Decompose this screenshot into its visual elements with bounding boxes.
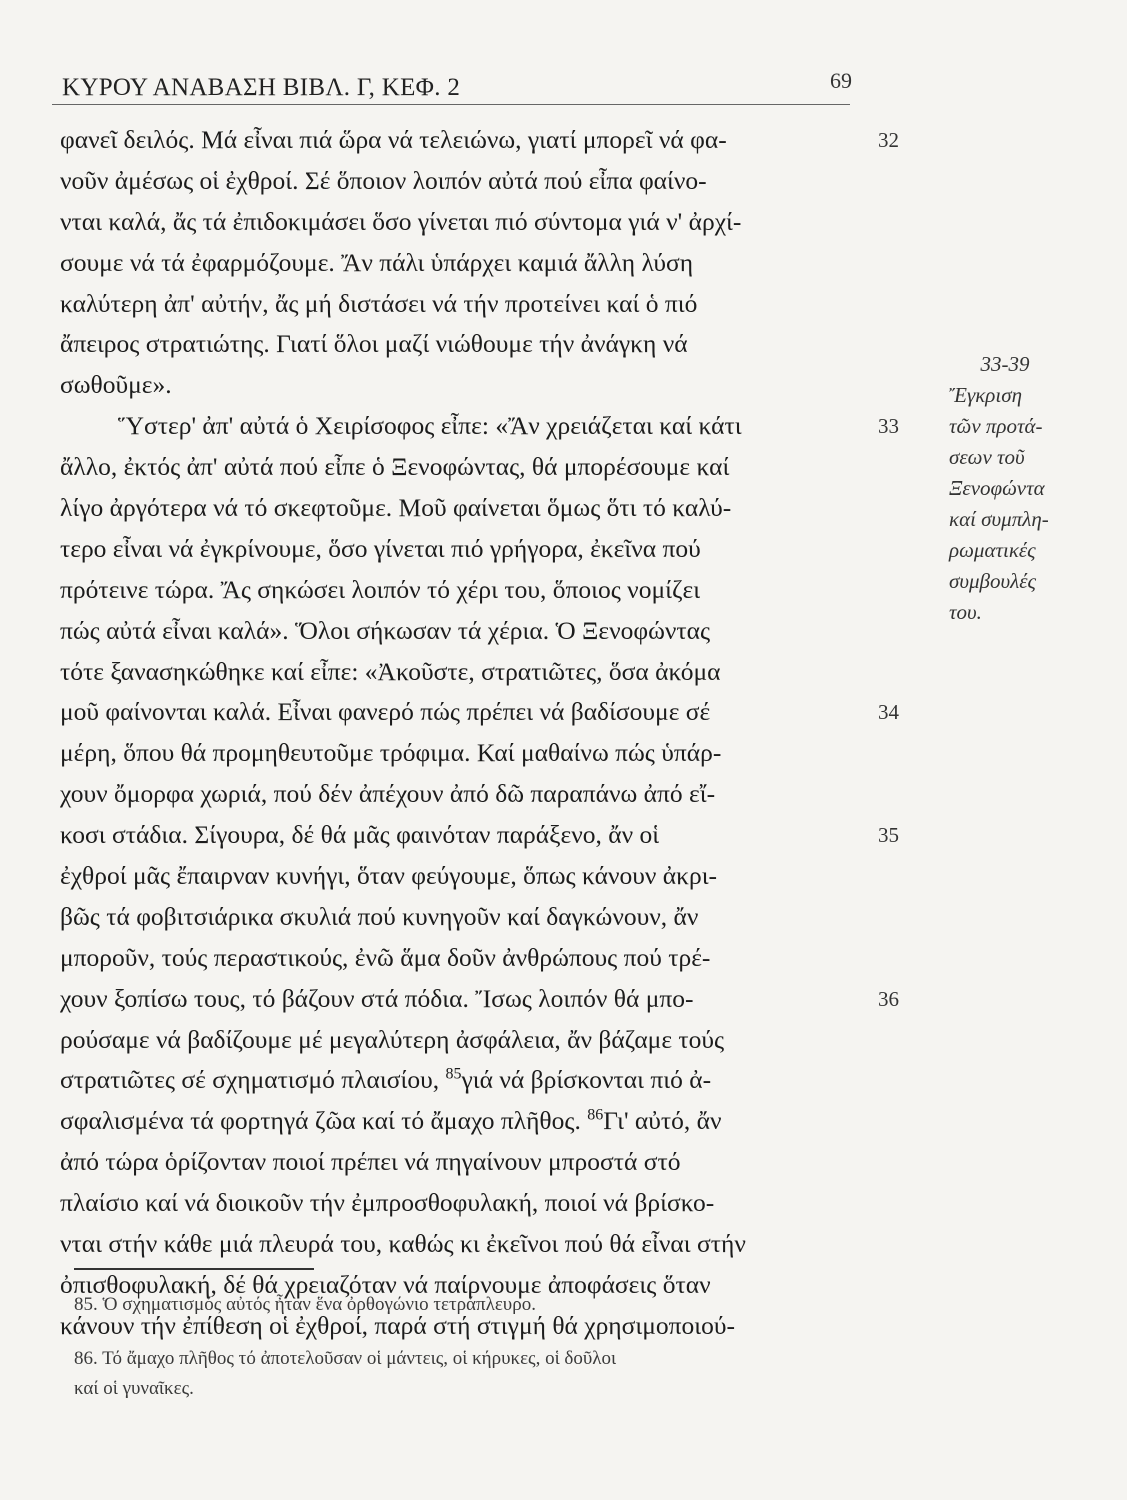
- text-line: [60, 447, 880, 488]
- text-line: [60, 1020, 880, 1061]
- text-line-content: [60, 529, 701, 570]
- text-line: [60, 243, 880, 284]
- text-run: ρούσαμε νά βαδίζουμε μέ μεγαλύτερη ἀσφάλεια, ἄν βάζαμε τούς: [60, 1024, 725, 1054]
- footnote-reference[interactable]: 86: [587, 1106, 604, 1124]
- text-run: χουν ξοπίσω τους, τό βάζουν στά πόδια. Ἴσως λοιπόν θά μπο-: [60, 983, 694, 1013]
- text-line-content: [60, 243, 693, 284]
- text-line: [60, 570, 880, 611]
- text-line-content: [60, 692, 710, 733]
- text-line-content: [60, 1183, 714, 1224]
- text-line-content: [60, 1142, 680, 1183]
- text-line: [60, 856, 880, 897]
- text-line: [60, 652, 880, 693]
- text-run: λίγο ἀργότερα νά τό σκεφτοῦμε. Μοῦ φαίνεται ὅμως ὅτι τό καλύ-: [60, 493, 732, 523]
- text-line-content: [60, 897, 698, 938]
- text-line-content: [60, 815, 659, 856]
- text-line-content: [60, 406, 742, 447]
- text-run: στρατιῶτες σέ σχηματισμό πλαισίου,: [60, 1065, 440, 1095]
- footnote-gap: [74, 1320, 934, 1344]
- text-run: ἄλλο, ἐκτός ἀπ' αὐτά πού εἶπε ὁ Ξενοφώντας, θά μπορέσουμε καί: [60, 452, 730, 482]
- section-number: 36: [878, 986, 899, 1011]
- text-line: [60, 284, 880, 325]
- running-title: ΚΥΡΟΥ ΑΝΑΒΑΣΗ ΒΙΒΛ. Γ, ΚΕΦ. 2: [62, 74, 461, 101]
- text-run: κάνουν τήν ἐπίθεση οἱ ἐχθροί, παρά στή στιγμή θά χρησιμοποιού-: [60, 1310, 736, 1340]
- text-line-content: [60, 774, 715, 815]
- text-line: [60, 529, 880, 570]
- header-rule: [52, 104, 850, 105]
- margin-note-line: ρωματικές: [949, 538, 1036, 562]
- text-line: [60, 488, 880, 529]
- margin-note-line: σεων τοῦ: [949, 445, 1025, 469]
- text-line-content: [60, 733, 721, 774]
- section-number: 35: [878, 823, 899, 848]
- section-number: 34: [878, 700, 899, 725]
- text-run: ἄπειρος στρατιώτης. Γιατί ὅλοι μαζί νιώθουμε τήν ἀνάγκη νά: [60, 329, 688, 359]
- text-line: [60, 692, 899, 733]
- text-line: [60, 1183, 880, 1224]
- text-run: Γι' αὐτό, ἄν: [603, 1106, 722, 1136]
- text-line: [60, 1060, 880, 1101]
- text-run: ἐχθροί μᾶς ἔπαιρναν κυνήγι, ὅταν φεύγουμε, ὅπως κάνουν ἀκρι-: [60, 861, 718, 891]
- margin-note-line: του.: [949, 600, 982, 624]
- margin-note-range: 33-39: [980, 352, 1030, 376]
- text-run: σουμε νά τά ἐφαρμόζουμε. Ἄν πάλι ὑπάρχει καμιά ἄλλη λύση: [60, 247, 694, 277]
- text-line: [60, 938, 880, 979]
- text-run: νται καλά, ἄς τά ἐπιδοκιμάσει ὅσο γίνεται πιό σύντομα γιά ν' ἀρχί-: [60, 206, 742, 236]
- footnote-line: 85. Ὁ σχηματισμός αὐτός ἦταν ἕνα ὀρθογώνιο τετράπλευρο.: [74, 1294, 536, 1315]
- footnote-rule: [74, 1268, 314, 1270]
- text-run: τότε ξανασηκώθηκε καί εἶπε: «Ἀκοῦστε, στρατιῶτες, ὅσα ἀκόμα: [60, 656, 721, 686]
- text-run: Ὕστερ' ἀπ' αὐτά ὁ Χειρίσοφος εἶπε: «Ἄν χρειάζεται καί κάτι: [118, 411, 742, 441]
- text-line: [60, 202, 880, 243]
- text-line: [60, 120, 899, 161]
- text-line: [60, 611, 880, 652]
- text-run: ὀπισθοφυλακή, δέ θά χρειαζόταν νά παίρνουμε ἀποφάσεις ὅταν: [60, 1269, 711, 1299]
- text-line: [60, 815, 899, 856]
- text-line-content: [60, 652, 721, 693]
- text-line-content: [60, 284, 697, 325]
- text-run: πρότεινε τώρα. Ἄς σηκώσει λοιπόν τό χέρι του, ὅποιος νομίζει: [60, 574, 701, 604]
- running-header: [52, 68, 852, 108]
- text-line: [60, 365, 880, 406]
- margin-note-line: Ξενοφώντα: [949, 476, 1045, 500]
- text-run: μποροῦν, τούς περαστικούς, ἐνῶ ἅμα δοῦν ἀνθρώπους πού τρέ-: [60, 942, 711, 972]
- text-line-content: [60, 365, 172, 406]
- text-line-content: [60, 1060, 711, 1101]
- text-line-content: [60, 979, 693, 1020]
- text-run: καλύτερη ἀπ' αὐτήν, ἄς μή διστάσει νά τήν προτείνει καί ὁ πιό: [60, 288, 698, 318]
- text-line-content: [60, 447, 729, 488]
- text-line-content: [60, 161, 707, 202]
- text-run: τερο εἶναι νά ἐγκρίνουμε, ὅσο γίνεται πιό γρήγορα, ἐκεῖνα πού: [60, 533, 701, 563]
- footnote-line: καί οἱ γυναῖκες.: [74, 1378, 194, 1399]
- text-run: σωθοῦμε».: [60, 370, 172, 400]
- section-number: 33: [878, 414, 899, 439]
- text-run: φανεῖ δειλός. Μά εἶναι πιά ὥρα νά τελειώνω, γιατί μπορεῖ νά φα-: [60, 125, 727, 154]
- footnotes: [74, 1290, 934, 1404]
- main-text: [60, 120, 899, 1347]
- margin-note-line: τῶν προτά-: [949, 414, 1043, 438]
- text-line-content: [60, 570, 700, 611]
- text-line: [60, 161, 880, 202]
- section-number: 32: [878, 128, 899, 152]
- text-line-content: [60, 324, 688, 365]
- margin-note-line: καί συμπλη-: [949, 507, 1049, 531]
- text-line: [60, 324, 880, 365]
- margin-note-line: Ἔγκριση: [949, 383, 1022, 407]
- page-number: 69: [830, 68, 852, 93]
- text-run: πλαίσιο καί νά διοικοῦν τήν ἐμπροσθοφυλακή, ποιοί νά βρίσκο-: [60, 1188, 715, 1218]
- text-run: χουν ὄμορφα χωριά, πού δέν ἀπέχουν ἀπό δῶ παραπάνω ἀπό εἴ-: [60, 779, 716, 809]
- text-run: σφαλισμένα τά φορτηγά ζῶα καί τό ἄμαχο πλῆθος.: [60, 1106, 581, 1136]
- text-line-content: [60, 202, 741, 243]
- text-line-content: [60, 1101, 722, 1142]
- text-line: [60, 1101, 880, 1142]
- text-run: κοσι στάδια. Σίγουρα, δέ θά μᾶς φαινόταν παράξενο, ἄν οἱ: [60, 820, 660, 850]
- text-line-content: [60, 1224, 746, 1265]
- text-line-content: [60, 611, 710, 652]
- footnote-line: 86. Τό ἄμαχο πλῆθος τό ἀποτελοῦσαν οἱ μάντεις, οἱ κήρυκες, οἱ δοῦλοι: [74, 1348, 617, 1369]
- text-line: [60, 406, 899, 447]
- text-line-content: [60, 488, 731, 529]
- text-run: ἀπό τώρα ὁρίζονταν ποιοί πρέπει νά πηγαίνουν μπροστά στό: [60, 1147, 681, 1177]
- text-run: βῶς τά φοβιτσιάρικα σκυλιά πού κυνηγοῦν καί δαγκώνουν, ἄν: [60, 901, 699, 931]
- text-line: [60, 979, 899, 1020]
- text-line: [60, 774, 880, 815]
- text-line: [60, 1224, 880, 1265]
- margin-note-line: συμβουλές: [949, 569, 1037, 593]
- text-line: [60, 1142, 880, 1183]
- text-line-content: [60, 938, 710, 979]
- text-line-content: [60, 856, 717, 897]
- text-line: [60, 733, 880, 774]
- text-line-content: [60, 120, 727, 161]
- margin-note: [935, 348, 1075, 628]
- text-run: νται στήν κάθε μιά πλευρά του, καθώς κι ἐκεῖνοι πού θά εἶναι στήν: [60, 1229, 746, 1259]
- text-run: μοῦ φαίνονται καλά. Εἶναι φανερό πώς πρέπει νά βαδίσουμε σέ: [60, 697, 711, 727]
- text-line: [60, 897, 880, 938]
- text-run: πώς αὐτά εἶναι καλά». Ὅλοι σήκωσαν τά χέρια. Ὁ Ξενοφώντας: [60, 615, 711, 645]
- text-run: μέρη, ὅπου θά προμηθευτοῦμε τρόφιμα. Καί μαθαίνω πώς ὑπάρ-: [60, 738, 722, 768]
- text-run: νοῦν ἀμέσως οἱ ἐχθροί. Σέ ὅποιον λοιπόν αὐτά πού εἶπα φαίνο-: [60, 165, 707, 195]
- footnote-reference[interactable]: 85: [445, 1065, 462, 1083]
- text-line-content: [60, 1020, 724, 1061]
- text-run: γιά νά βρίσκονται πιό ἀ-: [461, 1065, 712, 1095]
